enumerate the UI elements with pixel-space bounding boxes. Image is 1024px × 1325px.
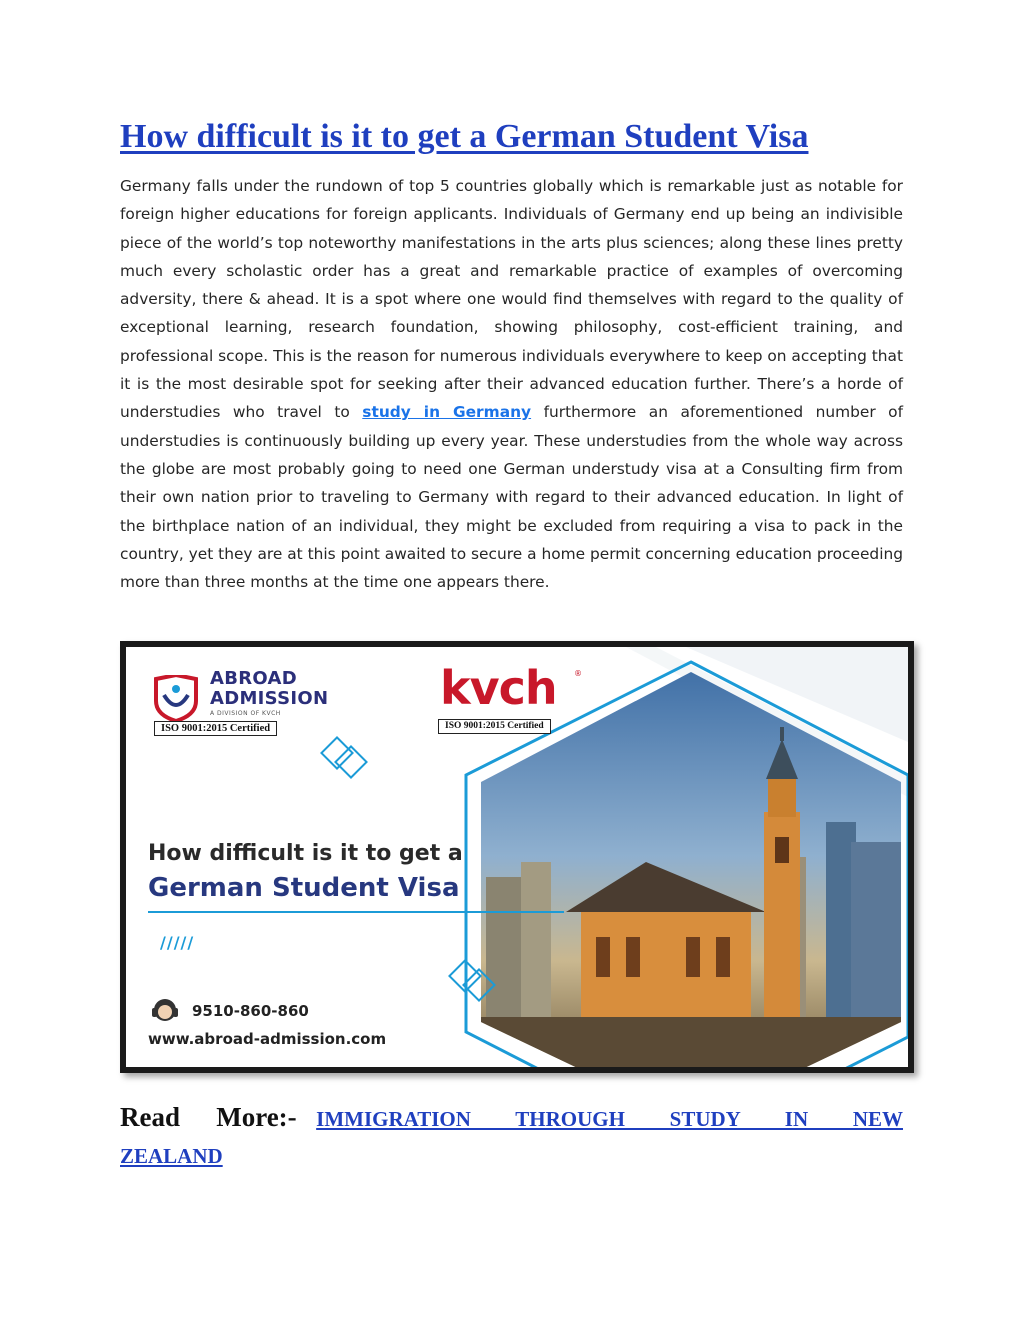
banner-content [126, 647, 908, 1067]
kvch-registered: ® [574, 669, 582, 678]
aa-iso-badge: ISO 9001:2015 Certified [154, 721, 277, 736]
banner-phone: 9510-860-860 [192, 1002, 309, 1020]
banner-website: www.abroad-admission.com [148, 1030, 387, 1048]
decor-slashes: ///// [160, 933, 195, 952]
abroad-admission-subtitle: A DIVISION OF KVCH [210, 710, 281, 717]
decor-diamonds [321, 737, 494, 1000]
headset-icon [152, 999, 178, 1021]
banner-heading-line1: How difficult is it to get a [148, 841, 463, 866]
shield-logo-icon [152, 675, 200, 721]
new-zealand-link[interactable]: IMMIGRATION THROUGH STUDY IN NEW ZEALAND [120, 1107, 903, 1168]
body-part-2: furthermore an aforementioned number of understudies is continuously building up every year. These understudies from the whole way across the globe are most probably going to need one German understudy visa at a Consulting firm from their own nation prior to traveling to Germany with regard to their advanced education. In light of the birthplace nation of an individual, they might be excluded from requiring a visa to pack in the country, yet they are at this point awaited to secure a home permit concerning education proceeding more than three months at the time one appears there. [120, 403, 904, 592]
kvch-iso-badge: ISO 9001:2015 Certified [438, 719, 551, 734]
article-body [120, 172, 903, 596]
page-title[interactable]: How difficult is it to get a German Student Visa [120, 118, 809, 155]
kvch-wordmark: kvch [440, 661, 557, 715]
read-more-label: Read More:- [120, 1102, 297, 1132]
promo-banner [120, 641, 914, 1073]
banner-heading-line2: German Student Visa [148, 873, 460, 903]
abroad-admission-name: ABROAD ADMISSION [210, 668, 329, 709]
body-part-1: Germany falls under the rundown of top 5 countries globally which is remarkable just as notable for foreign higher educations for foreign applicants. Individuals of Germany end up being an indivisible piece of the world’s top noteworthy manifestations in the arts plus sciences; along these lines pretty much every scholastic order has a great and remarkable practice of examples of overcoming adversity, there & ahead. It is a spot where one would find themselves with regard to the quality of exceptional learning, research foundation, showing philosophy, cost-efficient training, and professional scope. This is the reason for numerous individuals everywhere to keep on accepting that it is the most desirable spot for seeking after their advanced education further. There’s a horde of understudies who travel to [120, 177, 903, 422]
study-in-germany-link[interactable]: study in Germany [362, 403, 532, 422]
read-more [120, 1100, 903, 1176]
